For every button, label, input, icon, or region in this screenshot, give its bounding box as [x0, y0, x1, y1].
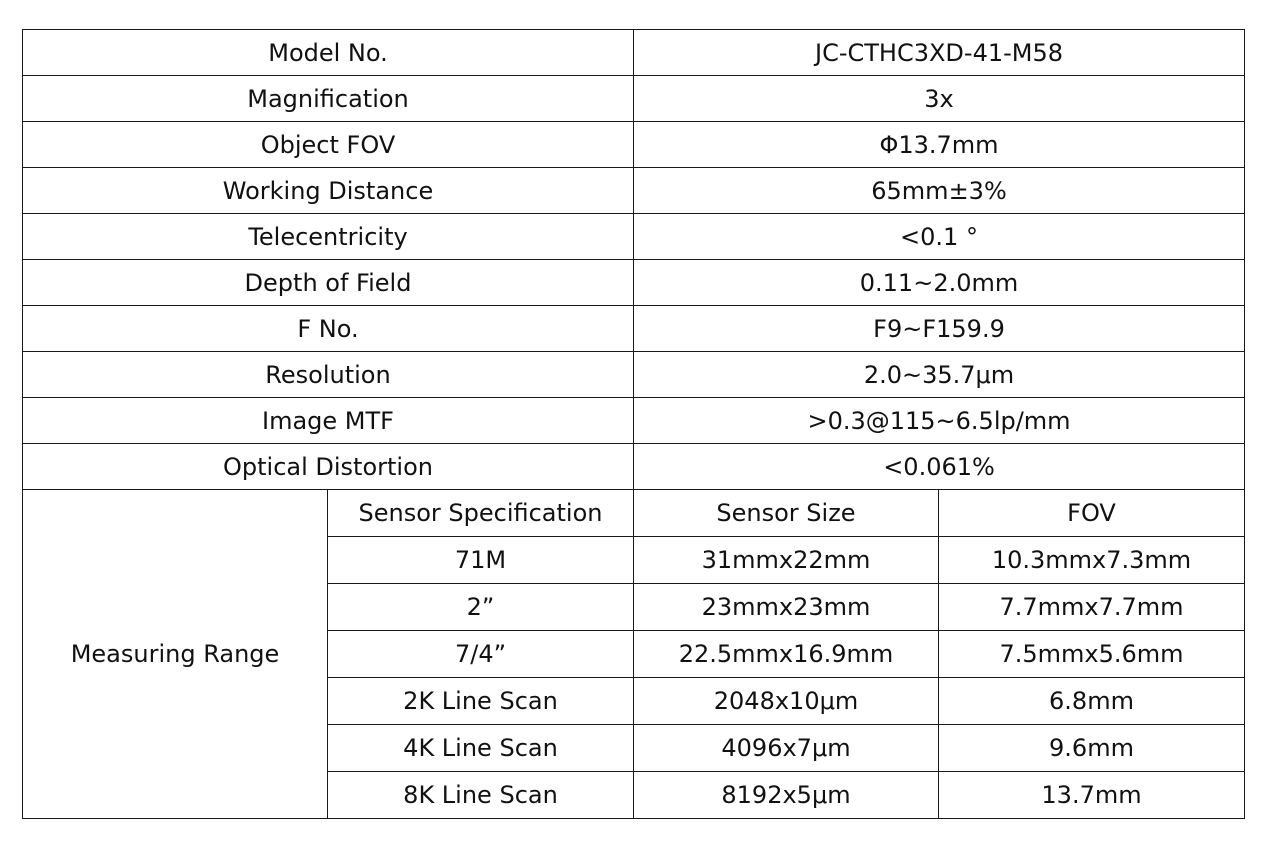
sensor-size-cell: 2048x10μm — [634, 678, 939, 725]
spec-row-optical-distortion — [23, 444, 1245, 490]
spec-row-object-fov — [23, 122, 1245, 168]
sensor-spec-cell: 4K Line Scan — [328, 725, 634, 772]
spec-table — [22, 29, 1245, 819]
spec-value: >0.3@115~6.5lp/mm — [634, 398, 1245, 444]
spec-row-magnification — [23, 76, 1245, 122]
spec-label: Telecentricity — [23, 214, 634, 260]
spec-label: Object FOV — [23, 122, 634, 168]
spec-value: F9~F159.9 — [634, 306, 1245, 352]
fov-cell: 7.7mmx7.7mm — [939, 584, 1245, 631]
spec-row-image-mtf — [23, 398, 1245, 444]
spec-row-telecentricity — [23, 214, 1245, 260]
sensor-spec-cell: 8K Line Scan — [328, 772, 634, 819]
measuring-range-header-row — [23, 490, 1245, 537]
sensor-size-cell: 22.5mmx16.9mm — [634, 631, 939, 678]
fov-cell: 7.5mmx5.6mm — [939, 631, 1245, 678]
spec-value: JC-CTHC3XD-41-M58 — [634, 30, 1245, 76]
spec-value: <0.1 ° — [634, 214, 1245, 260]
spec-value: 65mm±3% — [634, 168, 1245, 214]
spec-label: Resolution — [23, 352, 634, 398]
spec-label: Image MTF — [23, 398, 634, 444]
spec-value: 0.11~2.0mm — [634, 260, 1245, 306]
spec-value: 2.0~35.7μm — [634, 352, 1245, 398]
spec-label: Model No. — [23, 30, 634, 76]
spec-row-model — [23, 30, 1245, 76]
column-header-fov: FOV — [939, 490, 1245, 537]
spec-row-resolution — [23, 352, 1245, 398]
sensor-spec-cell: 2” — [328, 584, 634, 631]
spec-label: Working Distance — [23, 168, 634, 214]
sensor-spec-cell: 2K Line Scan — [328, 678, 634, 725]
spec-value: <0.061% — [634, 444, 1245, 490]
spec-row-depth-of-field — [23, 260, 1245, 306]
sensor-size-cell: 31mmx22mm — [634, 537, 939, 584]
spec-row-working-distance — [23, 168, 1245, 214]
sensor-spec-cell: 7/4” — [328, 631, 634, 678]
spec-label: F No. — [23, 306, 634, 352]
column-header-sensor-size: Sensor Size — [634, 490, 939, 537]
spec-label: Magnification — [23, 76, 634, 122]
spec-row-f-no — [23, 306, 1245, 352]
spec-label: Optical Distortion — [23, 444, 634, 490]
fov-cell: 9.6mm — [939, 725, 1245, 772]
fov-cell: 13.7mm — [939, 772, 1245, 819]
measuring-range-label: Measuring Range — [23, 490, 328, 819]
sensor-size-cell: 23mmx23mm — [634, 584, 939, 631]
column-header-sensor-specification: Sensor Specification — [328, 490, 634, 537]
spec-value: 3x — [634, 76, 1245, 122]
spec-label: Depth of Field — [23, 260, 634, 306]
fov-cell: 10.3mmx7.3mm — [939, 537, 1245, 584]
sensor-size-cell: 4096x7μm — [634, 725, 939, 772]
sensor-size-cell: 8192x5μm — [634, 772, 939, 819]
sensor-spec-cell: 71M — [328, 537, 634, 584]
spec-value: Φ13.7mm — [634, 122, 1245, 168]
fov-cell: 6.8mm — [939, 678, 1245, 725]
